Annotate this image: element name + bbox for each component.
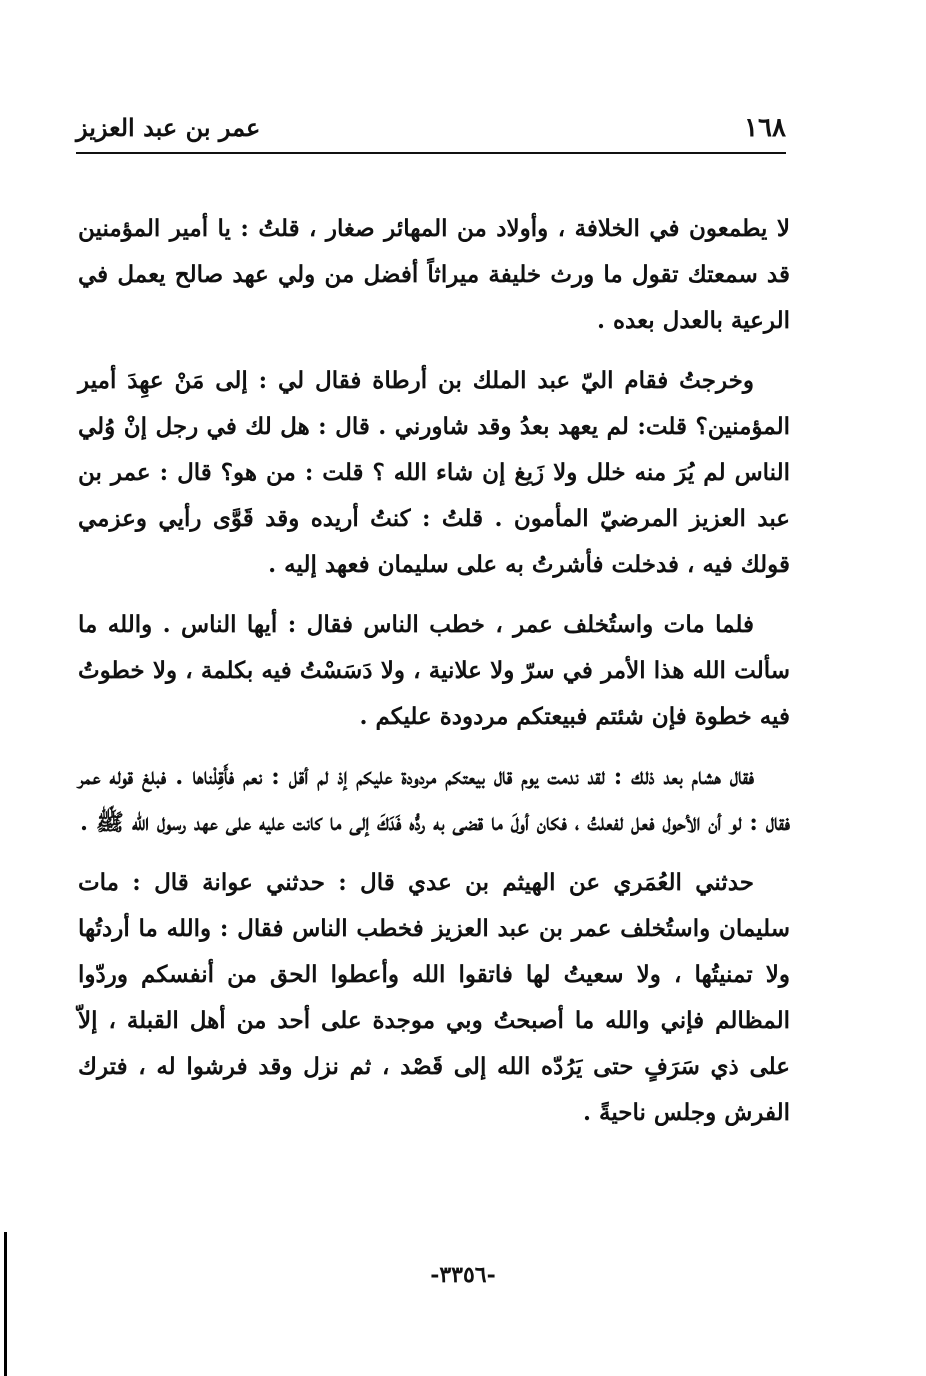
book-title: عمر بن عبد العزيز [76,113,261,142]
paragraph: فقال هشام بعد ذلك : لقد ندمت يوم قال بيعتكم مردودة عليكم إذ لم أقل : نعم فأَقِلْناها . فبلغ قوله عمر فقال : لو أن الأحول فعل لفعلتُ ، فكان أولَ ما قضى به ردُّه فَدَكَ إلى ما كانت عليه على عهد رسول الله ﷺ . [78,763,790,836]
paragraph: وخرجتُ فقام اليّ عبد الملك بن أرطاة فقال لي : إلى مَنْ عهِدَ أمير المؤمنين؟ قلت: لم يعهد بعدُ وقد شاورني . قال : هل لك في رجل إنْ وُلي الناس لم يُرَ منه خلل ولا زَيغ إن شاء الله ؟ قلت : من هو؟ قال : عمر بن عبد العزيز المرضيّ المأمون . قلتُ : كنتُ أريده وقد قَوَّى رأيي وعزمي قولك فيه ، فدخلت فأشرتُ به على سليمان فعهد إليه . [78,367,790,578]
scan-edge-line [4,1232,7,1376]
footer-page-marker: -٣٣٥٦- [430,1262,496,1288]
running-header [76,108,786,148]
paragraph: لا يطمعون في الخلافة ، وأولاد من المهائر صغار ، قلتُ : يا أمير المؤمنين قد سمعتك تقول ما ورث خليفة ميراثاً أفضل من ولي عهد صالح يعمل في الرعية بالعدل بعده . [78,215,790,334]
paragraph: حدثني العُمَري عن الهيثم بن عدي قال : حدثني عوانة قال : مات سليمان واستُخلف عمر بن عبد العزيز فخطب الناس فقال : والله ما أردتُها ولا تمنيتُها ، ولا سعيتُ لها فاتقوا الله وأعطوا الحق من أنفسكم وردّوا المظالم فإني والله ما أصبحتُ وبي موجدة على أحد من أهل القبلة ، إلاّ على ذي سَرَفٍ حتى يَرُدّه الله إلى قَصْد ، ثم نزل وقد فرشوا له ، فترك الفرش وجلس ناحيةً . [78,869,790,1126]
page-number: ١٦٨ [744,113,786,143]
paragraph: فلما مات واستُخلف عمر ، خطب الناس فقال : أيها الناس . والله ما سألت الله هذا الأمر في سرّ ولا علانية ، ولا دَسَسْتُ فيه بكلمة ، ولا خطوتُ فيه خطوة فإن شئتم فبيعتكم مردودة عليكم . [78,611,791,730]
body-text [78,206,790,1150]
header-rule [76,152,786,154]
